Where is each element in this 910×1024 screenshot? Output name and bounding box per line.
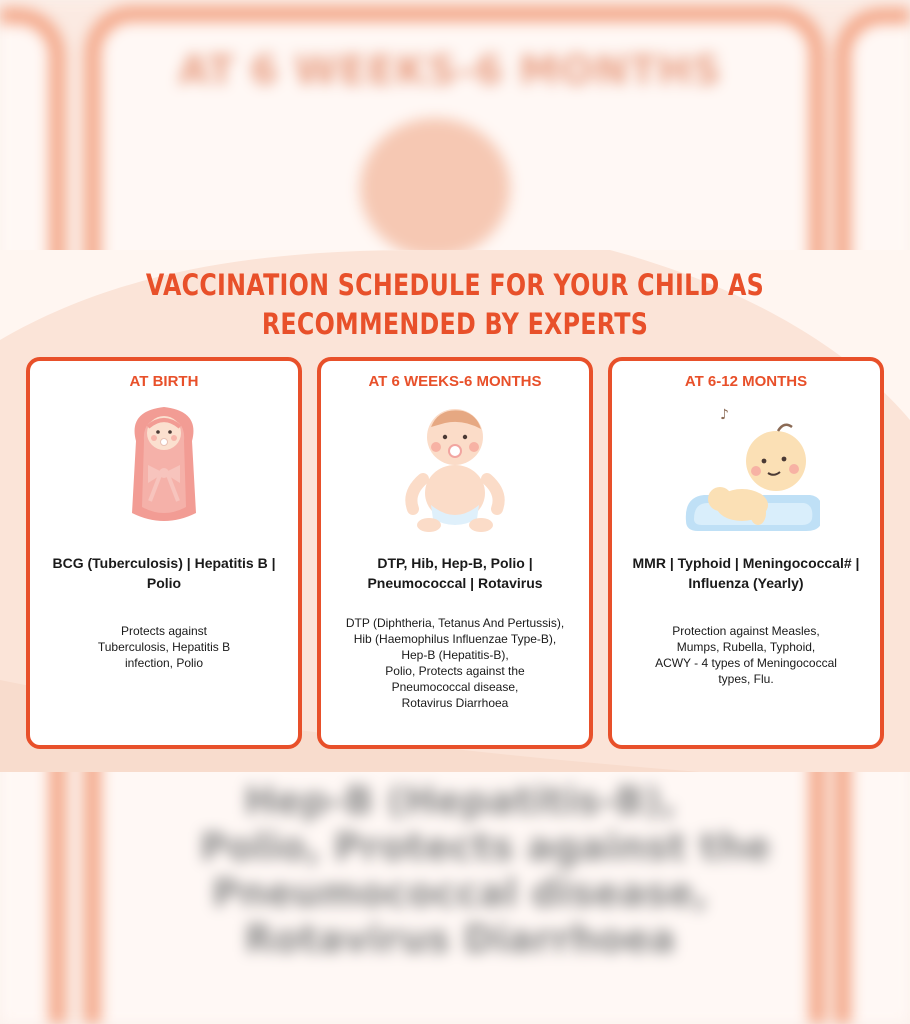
card-heading: AT 6 WEEKS-6 MONTHS xyxy=(368,373,542,390)
svg-text:♪: ♪ xyxy=(720,407,729,423)
description-line: Hib (Haemophilus Influenzae Type-B), xyxy=(353,632,557,646)
description-line: Protection against Measles, xyxy=(672,624,820,638)
vaccine-line: Polio xyxy=(146,575,182,591)
description-line: infection, Polio xyxy=(124,656,204,670)
vaccine-line: BCG (Tuberculosis) | Hepatitis B | xyxy=(52,555,276,571)
schedule-card-6-12-months xyxy=(608,357,884,749)
title-line: RECOMMENDED BY EXPERTS xyxy=(261,307,649,341)
background-baby-illustration xyxy=(360,118,510,258)
infographic-banner xyxy=(0,250,910,772)
description-line: Hep-B (Hepatitis-B), xyxy=(401,648,509,662)
background-text-line: Polio, Protects against the xyxy=(200,825,771,869)
vaccine-description xyxy=(620,623,872,687)
background-text-line: Hep-B (Hepatitis-B), xyxy=(243,779,677,823)
description-line: DTP (Diphtheria, Tetanus And Pertussis), xyxy=(345,616,565,630)
vaccine-list xyxy=(620,553,872,593)
schedule-card-at-birth xyxy=(26,357,302,749)
card-heading: AT BIRTH xyxy=(129,373,199,390)
swaddled-baby-icon xyxy=(98,401,230,537)
title-line: VACCINATION SCHEDULE FOR YOUR CHILD AS xyxy=(145,268,765,302)
vaccine-line: DTP, Hib, Hep-B, Polio | xyxy=(377,555,533,571)
schedule-card-6-weeks-6-months xyxy=(317,357,593,749)
page-title xyxy=(82,266,828,344)
description-line: Pneumococcal disease, xyxy=(391,680,519,694)
background-text-line: Rotavirus Diarrhoea xyxy=(244,917,676,961)
vaccine-line: MMR | Typhoid | Meningococcal# | xyxy=(632,555,860,571)
background-title: AT 6 WEEKS-6 MONTHS xyxy=(178,48,722,94)
sitting-baby-icon xyxy=(389,401,521,537)
description-line: Polio, Protects against the xyxy=(385,664,525,678)
description-line: ACWY - 4 types of Meningococcal xyxy=(655,656,837,670)
vaccine-description xyxy=(329,615,581,711)
vaccine-description xyxy=(38,623,290,671)
card-heading: AT 6-12 MONTHS xyxy=(684,373,808,390)
description-line: Rotavirus Diarrhoea xyxy=(401,696,509,710)
vaccine-list xyxy=(38,553,290,593)
description-line: Mumps, Rubella, Typhoid, xyxy=(676,640,816,654)
description-line: Tuberculosis, Hepatitis B xyxy=(97,640,231,654)
vaccine-line: Influenza (Yearly) xyxy=(688,575,804,591)
description-line: types, Flu. xyxy=(718,672,774,686)
crawling-baby-icon xyxy=(672,401,820,537)
vaccine-list xyxy=(329,553,581,593)
background-text-line: Pneumococcal disease, xyxy=(211,871,709,915)
vaccine-line: Pneumococcal | Rotavirus xyxy=(367,575,543,591)
background-text xyxy=(200,778,771,962)
description-line: Protects against xyxy=(120,624,208,638)
